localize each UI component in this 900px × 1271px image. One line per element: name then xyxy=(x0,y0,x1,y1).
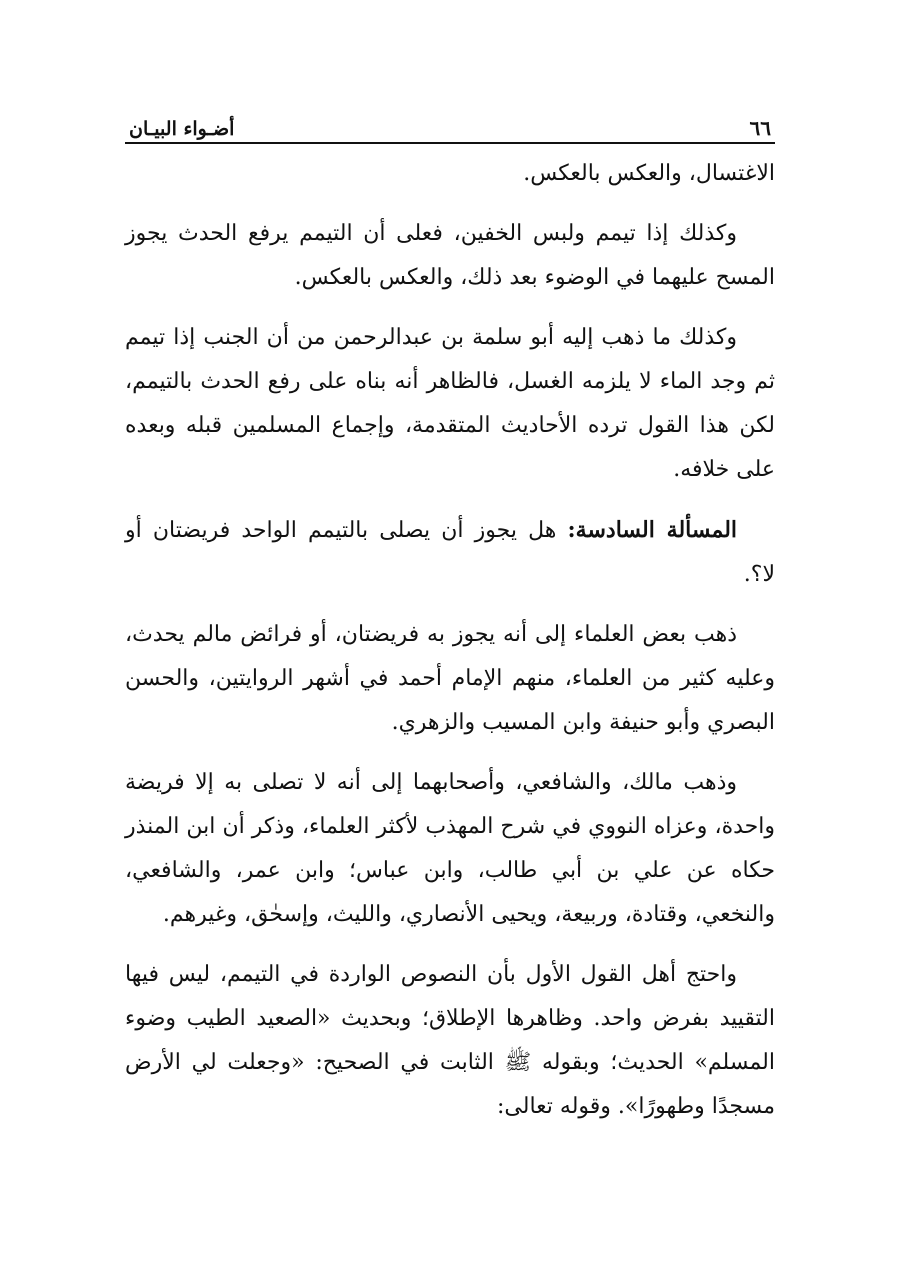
page-header xyxy=(125,100,775,144)
question-heading: المسألة السادسة: xyxy=(567,517,738,543)
paragraph-5 xyxy=(125,613,775,745)
paragraph-text: هل يجوز أن يصلى بالتيمم الواحد فريضتان أو لا؟. xyxy=(125,518,775,587)
paragraph-2 xyxy=(125,212,775,300)
book-title: أضـواء البيـان xyxy=(129,118,235,140)
paragraph-text: وكذلك إذا تيمم ولبس الخفين، فعلى أن التيمم يرفع الحدث يجوز المسح عليهما في الوضوء بعد ذلك، والعكس بالعكس. xyxy=(125,221,775,290)
paragraph-text: الاغتسال، والعكس بالعكس. xyxy=(523,161,775,186)
paragraph-text: واحتج أهل القول الأول بأن النصوص الواردة في التيمم، ليس فيها التقييد بفرض واحد. وظاهرها الإطلاق؛ وبحديث «الصعيد الطيب وضوء المسلم» الحديث؛ وبقوله ﷺ الثابت في الصحيح: «وجعلت لي الأرض مسجدًا وطهورًا». وقوله تعالى: xyxy=(125,962,775,1119)
paragraph-3 xyxy=(125,316,775,492)
paragraph-text: وذهب مالك، والشافعي، وأصحابهما إلى أنه لا تصلى به إلا فريضة واحدة، وعزاه النووي في شرح المهذب لأكثر العلماء، وذكر أن ابن المنذر حكاه عن علي بن أبي طالب، وابن عباس؛ وابن عمر، والشافعي، والنخعي، وقتادة، وربيعة، ويحيى الأنصاري، والليث، وإسحٰق، وغيرهم. xyxy=(125,770,775,927)
paragraph-7 xyxy=(125,953,775,1129)
paragraph-text: ذهب بعض العلماء إلى أنه يجوز به فريضتان، أو فرائض مالم يحدث، وعليه كثير من العلماء، منهم الإمام أحمد في أشهر الروايتين، والحسن البصري وأبو حنيفة وابن المسيب والزهري. xyxy=(125,622,775,735)
paragraph-4-question xyxy=(125,508,775,597)
book-page xyxy=(125,100,775,1145)
page-body xyxy=(125,152,775,1129)
page-number: ٦٦ xyxy=(749,116,771,140)
paragraph-text: وكذلك ما ذهب إليه أبو سلمة بن عبدالرحمن من أن الجنب إذا تيمم ثم وجد الماء لا يلزمه الغسل، فالظاهر أنه بناه على رفع الحدث بالتيمم، لكن هذا القول ترده الأحاديث المتقدمة، وإجماع المسلمين قبله وبعده على خلافه. xyxy=(125,325,775,482)
paragraph-6 xyxy=(125,761,775,937)
paragraph-1 xyxy=(125,152,775,196)
